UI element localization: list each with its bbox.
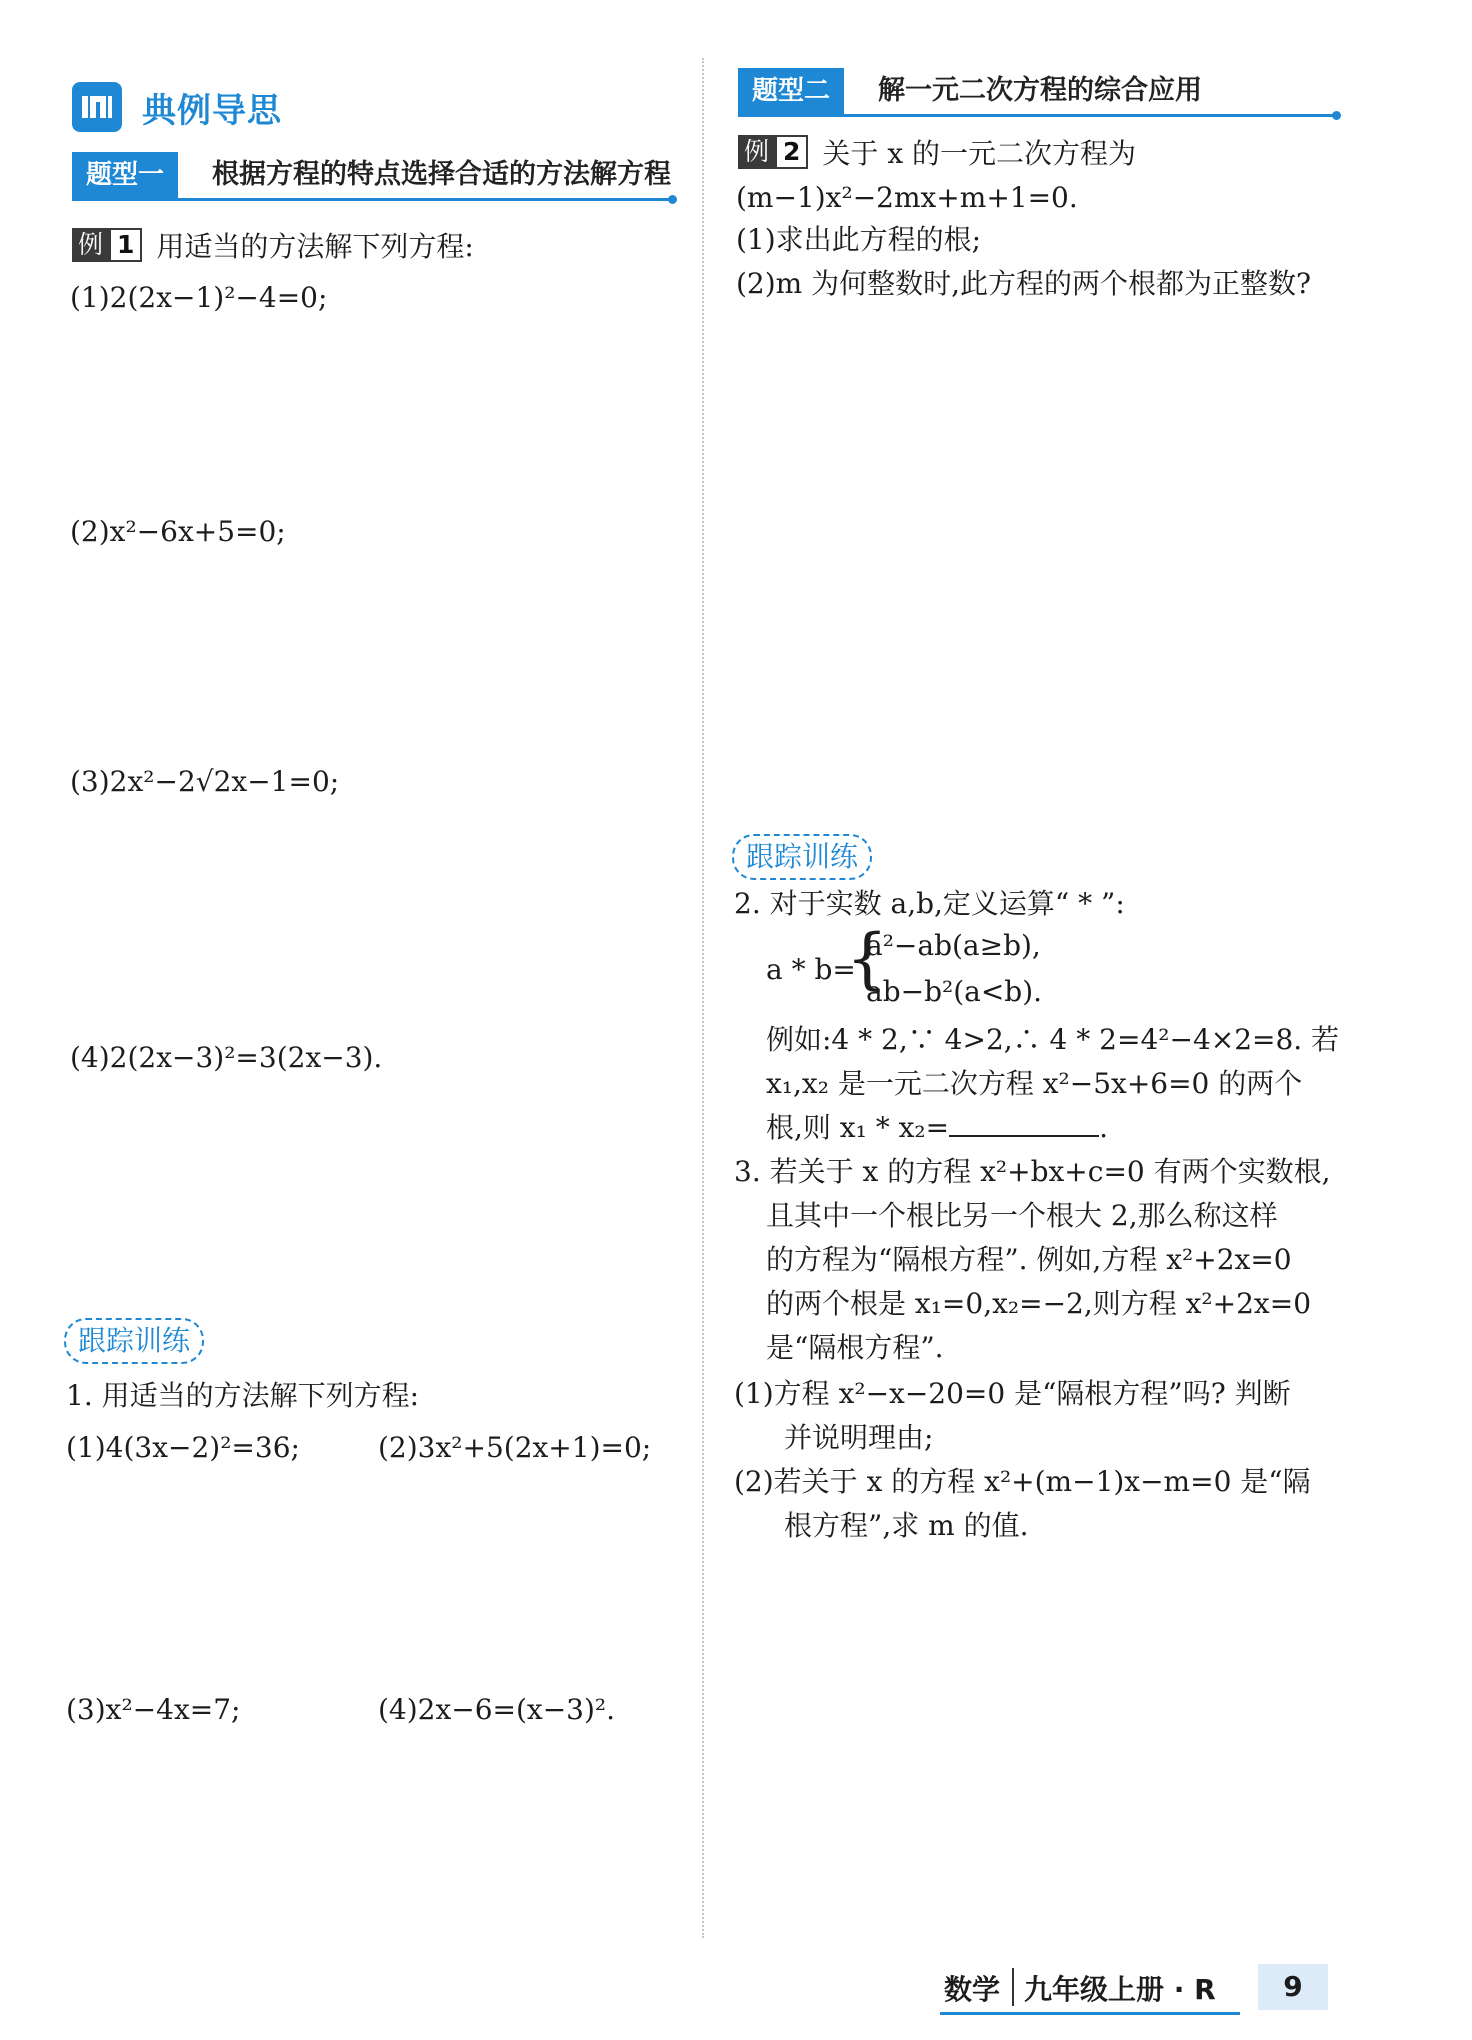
- q3-line2: 且其中一个根比另一个根大 2,那么称这样: [766, 1199, 1278, 1232]
- track1-label: 跟踪训练: [64, 1318, 204, 1364]
- q3-sub2b: 根方程”,求 m 的值.: [784, 1509, 1029, 1542]
- example1-number: 1: [109, 228, 142, 262]
- q3-sub2a: (2)若关于 x 的方程 x²+(m−1)x−m=0 是“隔: [734, 1465, 1311, 1498]
- q2-line5-text: 根,则 x₁ * x₂=: [766, 1111, 950, 1144]
- footer-separator: [1012, 1968, 1014, 2006]
- section-title: 典例导思: [142, 90, 282, 131]
- example2-heading: [738, 132, 1136, 172]
- example1-prompt: 用适当的方法解下列方程:: [156, 230, 474, 263]
- book-icon: [72, 82, 122, 132]
- track1-item-4: (4)2x−6=(x−3)².: [378, 1693, 616, 1726]
- example2-label: 例: [738, 135, 775, 169]
- q2-line4: x₁,x₂ 是一元二次方程 x²−5x+6=0 的两个: [766, 1067, 1303, 1100]
- footer-underline: [940, 2012, 1240, 2015]
- track1-item-3: (3)x²−4x=7;: [66, 1693, 241, 1726]
- footer-grade: 九年级上册 · R: [1024, 1973, 1216, 2006]
- type1-title: 根据方程的特点选择合适的方法解方程: [212, 159, 671, 190]
- track2-label: 跟踪训练: [732, 834, 872, 880]
- q3-line5: 是“隔根方程”.: [766, 1331, 944, 1364]
- q2-case2: ab−b²(a<b).: [866, 975, 1043, 1008]
- page-number: 9: [1258, 1964, 1328, 2010]
- track1-item-1: (1)4(3x−2)²=36;: [66, 1431, 300, 1464]
- q3-line1: 3. 若关于 x 的方程 x²+bx+c=0 有两个实数根,: [734, 1155, 1331, 1188]
- example2-equation: (m−1)x²−2mx+m+1=0.: [736, 181, 1078, 214]
- example1-heading: [72, 225, 474, 265]
- section-header: [72, 82, 282, 132]
- footer-subject: 数学: [944, 1973, 1001, 2006]
- type1-banner: [72, 152, 677, 198]
- q2-line1: 2. 对于实数 a,b,定义运算“ * ”:: [734, 887, 1125, 920]
- example1-item-4: (4)2(2x−3)²=3(2x−3).: [70, 1041, 383, 1074]
- example1-item-3: (3)2x²−2√2x−1=0;: [70, 765, 340, 798]
- type1-dot: [668, 195, 677, 204]
- q2-line5-end: .: [1099, 1111, 1109, 1144]
- answer-blank[interactable]: [949, 1109, 1099, 1137]
- example2-number: 2: [775, 135, 808, 169]
- type2-dot: [1332, 111, 1341, 120]
- type2-title: 解一元二次方程的综合应用: [878, 75, 1202, 106]
- track1-item-2: (2)3x²+5(2x+1)=0;: [378, 1431, 652, 1464]
- column-divider: [702, 58, 704, 1938]
- q2-lhs: a * b=: [766, 953, 856, 986]
- q3-line4: 的两个根是 x₁=0,x₂=−2,则方程 x²+2x=0: [766, 1287, 1312, 1320]
- type2-banner: [738, 68, 1343, 114]
- example1-item-1: (1)2(2x−1)²−4=0;: [70, 281, 328, 314]
- q3-line3: 的方程为“隔根方程”. 例如,方程 x²+2x=0: [766, 1243, 1292, 1276]
- example2-q2: (2)m 为何整数时,此方程的两个根都为正整数?: [736, 267, 1312, 300]
- q2-case1: a²−ab(a≥b),: [866, 929, 1041, 962]
- type2-underline: [738, 114, 1336, 117]
- example2-line1: 关于 x 的一元二次方程为: [822, 137, 1137, 170]
- type1-tag: 题型一: [72, 152, 178, 198]
- q2-line5: [766, 1108, 1108, 1148]
- q3-sub1b: 并说明理由;: [784, 1421, 934, 1454]
- q2-brace: {: [846, 920, 888, 997]
- example1-item-2: (2)x²−6x+5=0;: [70, 515, 286, 548]
- type1-underline: [72, 198, 672, 201]
- type2-tag: 题型二: [738, 68, 844, 114]
- example1-label: 例: [72, 228, 109, 262]
- q2-line3: 例如:4 * 2,∵ 4>2,∴ 4 * 2=4²−4×2=8. 若: [766, 1023, 1340, 1056]
- track1-q1-prompt: 1. 用适当的方法解下列方程:: [66, 1379, 420, 1412]
- q3-sub1a: (1)方程 x²−x−20=0 是“隔根方程”吗? 判断: [734, 1377, 1291, 1410]
- example2-q1: (1)求出此方程的根;: [736, 223, 982, 256]
